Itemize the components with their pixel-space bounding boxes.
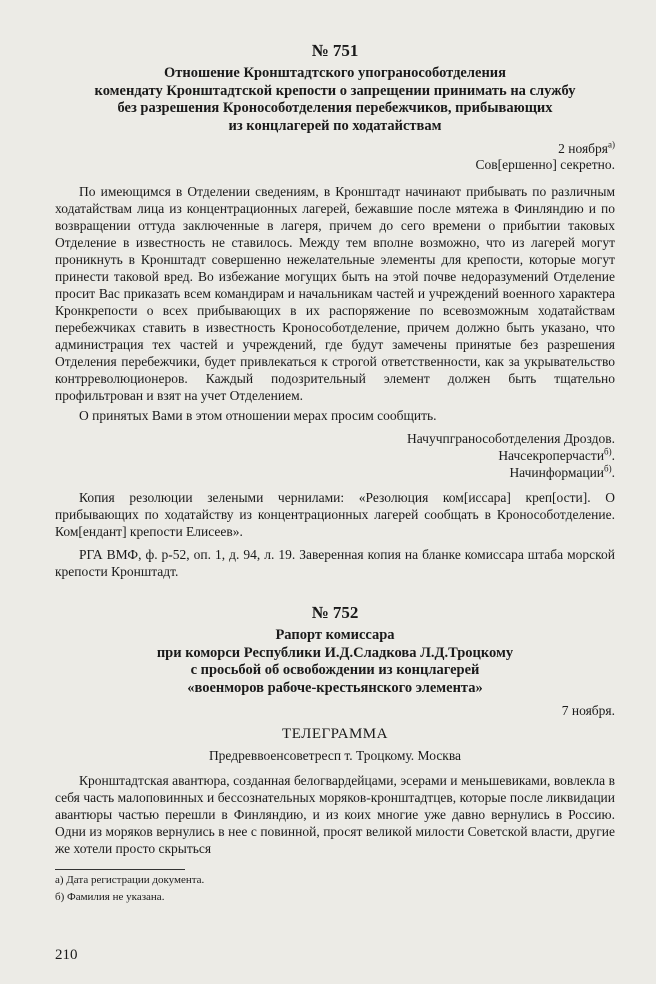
signature-line: Начинформации$^{б)}$. xyxy=(509,463,615,480)
doc-752-address: Предреввоенсоветресп т. Троцкому. Москва xyxy=(208,748,462,763)
doc-752-title-line: при коморси Республики И.Д.Сладкова Л.Д.Троцкому xyxy=(156,644,514,661)
doc-751-date: 2 ноября$^{а)}$ xyxy=(558,139,615,156)
footnote-divider xyxy=(55,869,185,870)
doc-752-number: № 752 xyxy=(311,603,359,622)
doc-751-signatures xyxy=(55,430,615,481)
doc-752-title-line: Рапорт комиссара xyxy=(275,627,395,643)
doc-752-date: 7 ноября. xyxy=(561,703,615,718)
doc-751-paragraph: По имеющимся в Отделении сведениям, в Кронштадт начинают прибывать по различным ходатайствам лица из концентрационных лагерей, бежавшие после мятежа в Финляндию и по возвращении оттуда заключенные в лагеря, причем до сего времени о прибытии таковых Отделение в известность не ставилось. Между тем вполне возможно, что из лагерей могут проникнуть в Кронштадт совершенно нежелательные элементы для крепости, которые могут принести таковой вред. Во избежание могущих быть на этой почве недоразумений Отделение просит Вас приказать всем командирам и начальникам частей и учреждений военного характера Кронкрепости о всех прибывающих в их распоряжение по всевозможным ходатайствам перебежчиках ставить в известность Кронособотделение, причем должно быть указано, что администрация тех частей и учреждений, где будут замечены принятые без разрешения Отделения перебежчики, будет привлекаться к строгой ответственности, как за укрывательство контрреволюционеров. Каждый подозрительный элемент должен быть тщательно профильтрован и взят на учет Отделением. xyxy=(55,184,615,403)
doc-752-title-line: с просьбой об освобождении из концлагерей xyxy=(190,662,480,678)
footnote: б) Фамилия не указана. xyxy=(55,891,165,903)
doc-752-title-line: «военморов рабоче-крестьянского элемента» xyxy=(187,679,483,696)
doc-751-title-line: Отношение Кронштадтского упогранособотделения xyxy=(164,65,506,81)
doc-751-secrecy: Сов[ершенно] секретно. xyxy=(475,157,615,172)
doc-751-copy-note: Копия резолюции зелеными чернилами: «Резолюция ком[иссара] креп[ости]. О прибывающих по ходатайству из концентрационных лагерей сообщать в Кронособотделение. Ком[ендант] крепости Елисеев». xyxy=(55,490,615,539)
footnote-marker: б) xyxy=(604,446,612,457)
doc-751-archive-ref: РГА ВМФ, ф. р-52, оп. 1, д. 94, л. 19. Заверенная копия на бланке комиссара штаба морской крепости Кронштадт. xyxy=(55,547,615,579)
document-body xyxy=(55,40,615,904)
doc-752-title xyxy=(55,627,615,697)
page-number: 210 xyxy=(55,947,78,963)
doc-752-paragraph: Кронштадтская авантюра, созданная белогвардейцами, эсерами и меньшевиками, вовлекла в себя часть малоповинных и бессознательных моряков-кронштадтцев, которые после ликвидации авантюры частью перешли в Финляндию, и из коих многие уже давно вернулись в Россию. Одни из моряков вернулись в нее с повинной, просят великой милости Советской власти, другие же хотели просто скрыться xyxy=(55,773,615,856)
footnote-marker: а) xyxy=(608,139,615,150)
footnote-marker: б) xyxy=(604,463,612,474)
doc-751-title-line: из концлагерей по ходатайствам xyxy=(228,117,442,134)
signature-line: Начучпгранособотделения Дроздов. xyxy=(406,431,615,446)
signature-line: Начсекроперчасти$^{б)}$. xyxy=(498,446,615,463)
doc-751-title-line: комендату Кронштадтской крепости о запрещении принимать на службу xyxy=(94,82,576,99)
footnote: а) Дата регистрации документа. xyxy=(55,874,205,886)
doc-751-title-line: без разрешения Кронособотделения перебежчиков, прибывающих xyxy=(117,100,553,116)
doc-751-paragraph: О принятых Вами в этом отношении мерах просим сообщить. xyxy=(79,408,437,423)
doc-752-heading: ТЕЛЕГРАММА xyxy=(282,726,388,742)
doc-751-number: № 751 xyxy=(311,41,359,60)
doc-751-title xyxy=(55,65,615,135)
